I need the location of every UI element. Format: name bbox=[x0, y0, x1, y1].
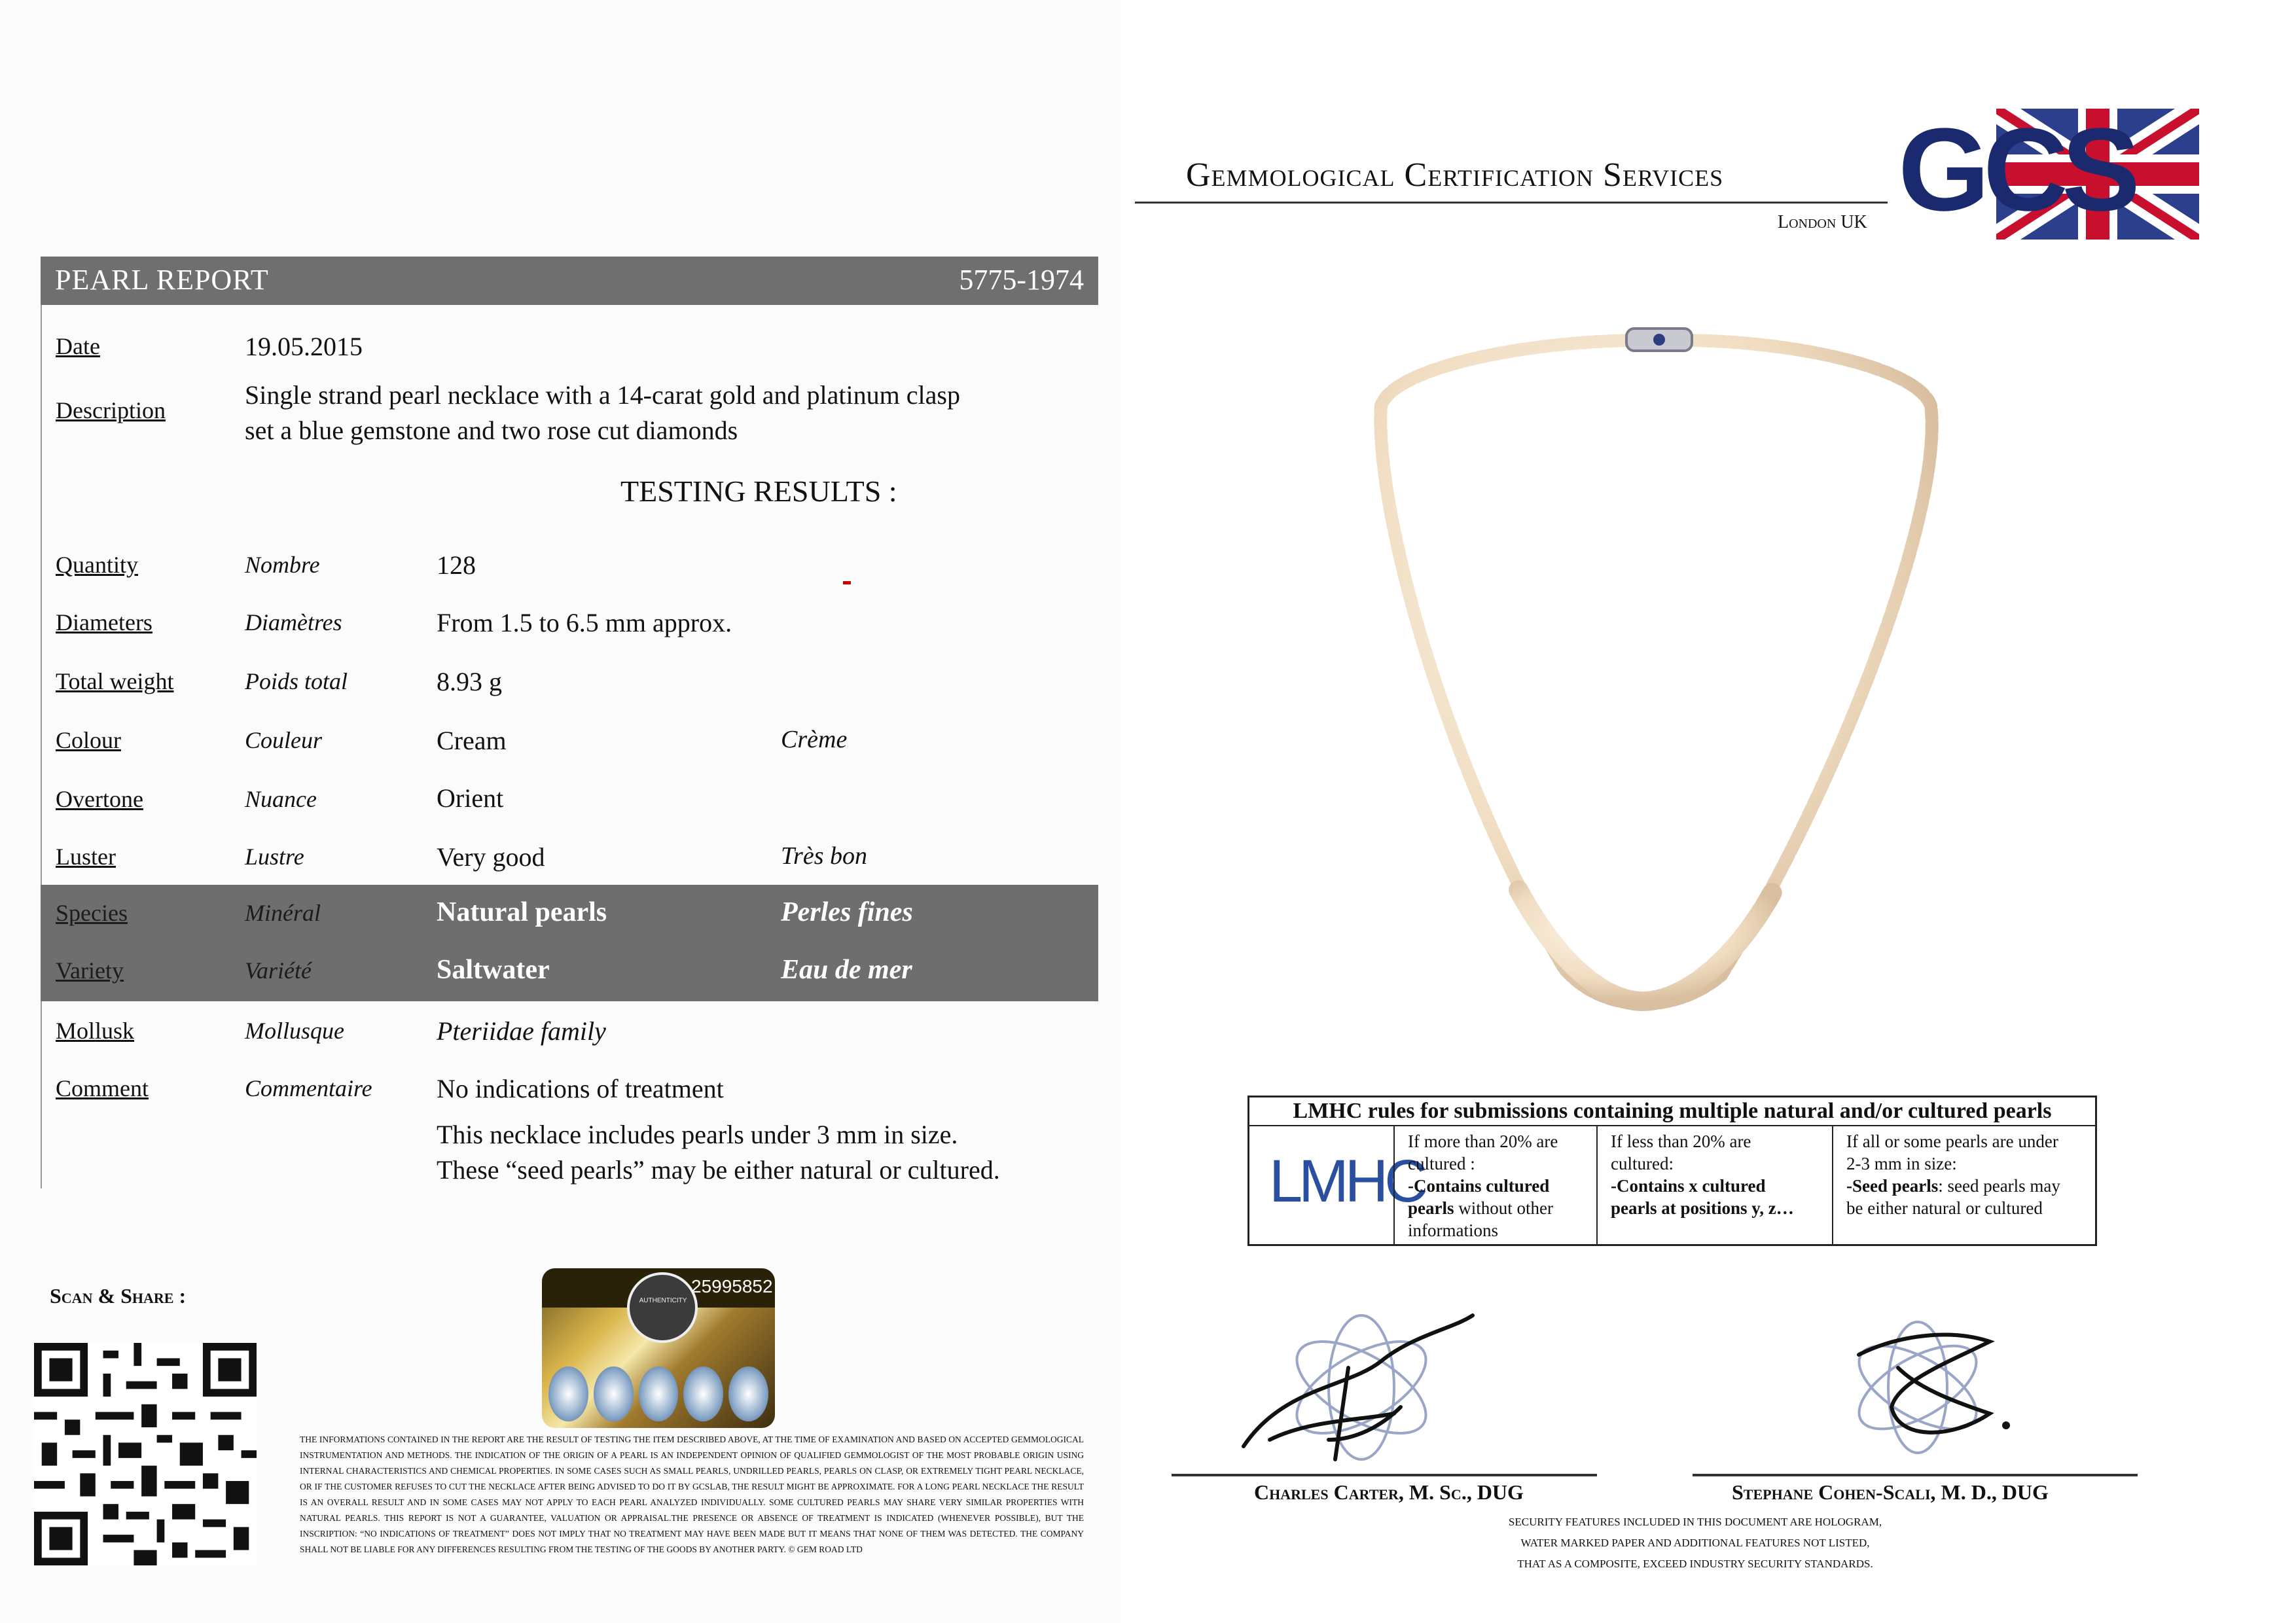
date-label: Date bbox=[56, 333, 100, 359]
necklace-center-pearls bbox=[1518, 890, 1774, 1001]
lmhc-col3-bold1: -Seed pearls bbox=[1846, 1176, 1939, 1196]
colour-label-fr: Couleur bbox=[245, 727, 323, 753]
lmhc-col1-line4: without other bbox=[1454, 1198, 1553, 1218]
testing-results-heading: TESTING RESULTS : bbox=[620, 474, 897, 508]
lmhc-col2-bold2: pearls at positions y, z… bbox=[1611, 1198, 1794, 1218]
species-label-fr: Minéral bbox=[245, 900, 321, 926]
variety-label-fr: Variété bbox=[245, 957, 312, 984]
weight-value: 8.93 g bbox=[437, 667, 502, 696]
quantity-label: Quantity bbox=[56, 552, 138, 578]
seed-pearl-note-line-2: These “seed pearls” may be either natural or cultured. bbox=[437, 1155, 1000, 1185]
overtone-value: Orient bbox=[437, 783, 504, 813]
lmhc-col3-line1: If all or some pearls are under bbox=[1846, 1132, 2058, 1151]
variety-label: Variety bbox=[56, 957, 124, 984]
atom-emblem-icon-2 bbox=[1846, 1322, 1989, 1453]
lmhc-col1-line5: informations bbox=[1408, 1221, 1498, 1240]
mollusk-label-fr: Mollusque bbox=[245, 1018, 344, 1044]
lmhc-column-more-than-20 bbox=[1393, 1126, 1596, 1244]
security-line-2: WATER MARKED PAPER AND ADDITIONAL FEATURES NOT LISTED, bbox=[1520, 1537, 1870, 1549]
diameters-label: Diameters bbox=[56, 609, 152, 635]
blue-gemstone-icon bbox=[1653, 334, 1665, 346]
lmhc-col2-bold1: -Contains x cultured bbox=[1611, 1176, 1766, 1196]
lmhc-col2-line2: cultured: bbox=[1611, 1154, 1674, 1173]
lmhc-col3-line2: 2-3 mm in size: bbox=[1846, 1154, 1957, 1173]
hologram-discs bbox=[548, 1366, 768, 1421]
red-ink-mark bbox=[843, 581, 851, 584]
report-header-bar bbox=[41, 257, 1098, 305]
security-line-1: SECURITY FEATURES INCLUDED IN THIS DOCUMENT ARE HOLOGRAM, bbox=[1508, 1516, 1882, 1528]
comment-label: Comment bbox=[56, 1075, 149, 1101]
variety-value-fr: Eau de mer bbox=[781, 955, 912, 985]
company-location: London UK bbox=[1778, 212, 1867, 232]
company-underline bbox=[1135, 202, 1888, 204]
signature-line-2 bbox=[1693, 1474, 2138, 1476]
hologram-number: 25995852 bbox=[691, 1276, 773, 1296]
species-value-fr: Perles fines bbox=[781, 897, 913, 927]
lmhc-col3-line3: : seed pearls may bbox=[1938, 1176, 2060, 1196]
gcs-logo-text: GCS bbox=[1898, 104, 2134, 236]
lmhc-column-less-than-20 bbox=[1596, 1126, 1832, 1244]
lmhc-title: LMHC rules for submissions containing multiple natural and/or cultured pearls bbox=[1249, 1097, 2095, 1126]
weight-label: Total weight bbox=[56, 668, 174, 694]
colour-label: Colour bbox=[56, 727, 122, 753]
description-line-1: Single strand pearl necklace with a 14-carat gold and platinum clasp bbox=[245, 380, 960, 410]
weight-label-fr: Poids total bbox=[245, 668, 348, 694]
luster-value-fr: Très bon bbox=[781, 842, 867, 870]
species-label: Species bbox=[56, 900, 128, 926]
diameters-label-fr: Diamètres bbox=[245, 609, 342, 635]
overtone-label-fr: Nuance bbox=[245, 786, 317, 812]
overtone-label: Overtone bbox=[56, 786, 143, 812]
description-line-2: set a blue gemstone and two rose cut diamonds bbox=[245, 416, 738, 445]
signer-1-name: Charles Carter, M. Sc., DUG bbox=[1254, 1480, 1524, 1504]
report-title: PEARL REPORT bbox=[55, 264, 269, 296]
species-variety-band bbox=[41, 885, 1098, 1001]
luster-label-fr: Lustre bbox=[245, 844, 304, 870]
quantity-label-fr: Nombre bbox=[245, 552, 320, 578]
necklace-strand bbox=[1380, 340, 1931, 1004]
lmhc-logo bbox=[1249, 1126, 1424, 1244]
atom-emblem-icon bbox=[1283, 1315, 1441, 1459]
company-name: Gemmological Certification Services bbox=[1186, 156, 1724, 194]
description-label: Description bbox=[56, 397, 166, 423]
lmhc-col1-line1: If more than 20% are bbox=[1408, 1132, 1558, 1151]
authenticity-seal-icon bbox=[627, 1272, 698, 1343]
report-number: 5775-1974 bbox=[959, 264, 1084, 296]
colour-value: Cream bbox=[437, 726, 507, 755]
left-border-line bbox=[41, 305, 42, 1188]
seed-pearl-note-line-1: This necklace includes pearls under 3 mm in size. bbox=[437, 1120, 958, 1149]
variety-value: Saltwater bbox=[437, 955, 550, 985]
lmhc-col3-line4: be either natural or cultured bbox=[1846, 1198, 2043, 1218]
lmhc-col2-line1: If less than 20% are bbox=[1611, 1132, 1751, 1151]
lmhc-column-seed-pearls bbox=[1832, 1126, 2095, 1244]
luster-value: Very good bbox=[437, 842, 545, 872]
colour-value-fr: Crème bbox=[781, 726, 848, 753]
lmhc-col1-bold1: -Contains cultured bbox=[1408, 1176, 1550, 1196]
lmhc-col1-bold2: pearls bbox=[1408, 1198, 1454, 1218]
hologram-sticker bbox=[542, 1268, 775, 1428]
pearl-necklace-image bbox=[1368, 314, 1957, 1041]
mollusk-label: Mollusk bbox=[56, 1018, 135, 1044]
lmhc-rules-box bbox=[1247, 1096, 2097, 1246]
comment-value: No indications of treatment bbox=[437, 1074, 724, 1103]
date-value: 19.05.2015 bbox=[245, 332, 363, 361]
comment-label-fr: Commentaire bbox=[245, 1075, 372, 1101]
lmhc-logo-text: LMHC bbox=[1269, 1148, 1424, 1215]
security-line-3: THAT AS A COMPOSITE, EXCEED INDUSTRY SECURITY STANDARDS. bbox=[1517, 1558, 1873, 1570]
security-features-note bbox=[1414, 1512, 1977, 1575]
diameters-value: From 1.5 to 6.5 mm approx. bbox=[437, 608, 732, 637]
scan-share-label: Scan & Share : bbox=[50, 1284, 187, 1308]
signature-cohen-scali bbox=[1820, 1309, 2029, 1472]
signature-line-1 bbox=[1172, 1474, 1597, 1476]
signer-2-name: Stephane Cohen-Scali, M. D., DUG bbox=[1732, 1480, 2049, 1504]
report-left-page bbox=[0, 0, 1121, 1623]
mollusk-value: Pteriidae family bbox=[437, 1016, 606, 1046]
gcs-logo bbox=[1898, 104, 2199, 240]
authenticity-seal-text: AUTHENTICITY bbox=[639, 1297, 687, 1304]
quantity-value: 128 bbox=[437, 550, 476, 580]
lmhc-col1-line2: cultured : bbox=[1408, 1154, 1475, 1173]
disclaimer-text: THE INFORMATIONS CONTAINED IN THE REPORT ARE THE RESULT OF TESTING THE ITEM DESCRIBED ABOVE, AT THE TIME OF EXAMINATION AND BASED ON ACCEPTED GEMMOLOGICAL INSTRUMENTATION AND METHODS. THE INDICATION OF THE ORIGIN OF A PEARL IS AN INDEPENDENT OPINION OF QUALIFIED GEMMOLOGIST OF THE MOST PROBABLE ORIGIN USING INTERNAL CHARACTERISTICS AND CHEMICAL PROPERTIES. IN SOME CASES SUCH AS SMALL PEARLS, UNDRILLED PEARLS, PEARLS ON CLASP, OR EXTREMELY TIGHT PEARL NECKLACE, OR IF THE CUSTOMER REFUSES TO CUT THE NECKLACE AFTER BEING ADVISED TO DO IT BY GCSLAB, THE RESULT MIGHT BE APPROXIMATE. FOR A LONG PEARL NECKLACE THE RESULT IS AN OVERALL RESULT AND IN SOME CASES MAY NOT APPLY TO EACH PEARL ANALYZED INDIVIDUALLY. SOME CULTURED PEARLS MAY SHARE VERY SIMILAR PROPERTIES WITH NATURAL PEARLS. THIS REPORT IS NOT A GUARANTEE, VALUATION OR APPRAISAL.THE PRESENCE OR ABSENCE OF TREATMENT IS INDICATED (WHENEVER POSSIBLE), BUT THE INSCRIPTION: “NO INDICATIONS OF TREATMENT” DOES NOT IMPLY THAT NO TREATMENT MAY HAVE BEEN MADE BUT IT MEANS THAT NONE OF THEM WAS DETECTED. THE COMPANY SHALL NOT BE LIABLE FOR ANY DIFFERENCES RESULTING FROM THE TESTING OF THE GOODS BY ANOTHER PARTY. © GEM ROAD LTD bbox=[300, 1435, 1084, 1554]
qr-code[interactable] bbox=[34, 1343, 257, 1565]
luster-label: Luster bbox=[56, 844, 116, 870]
species-value: Natural pearls bbox=[437, 897, 607, 927]
signature-carter bbox=[1230, 1309, 1492, 1479]
